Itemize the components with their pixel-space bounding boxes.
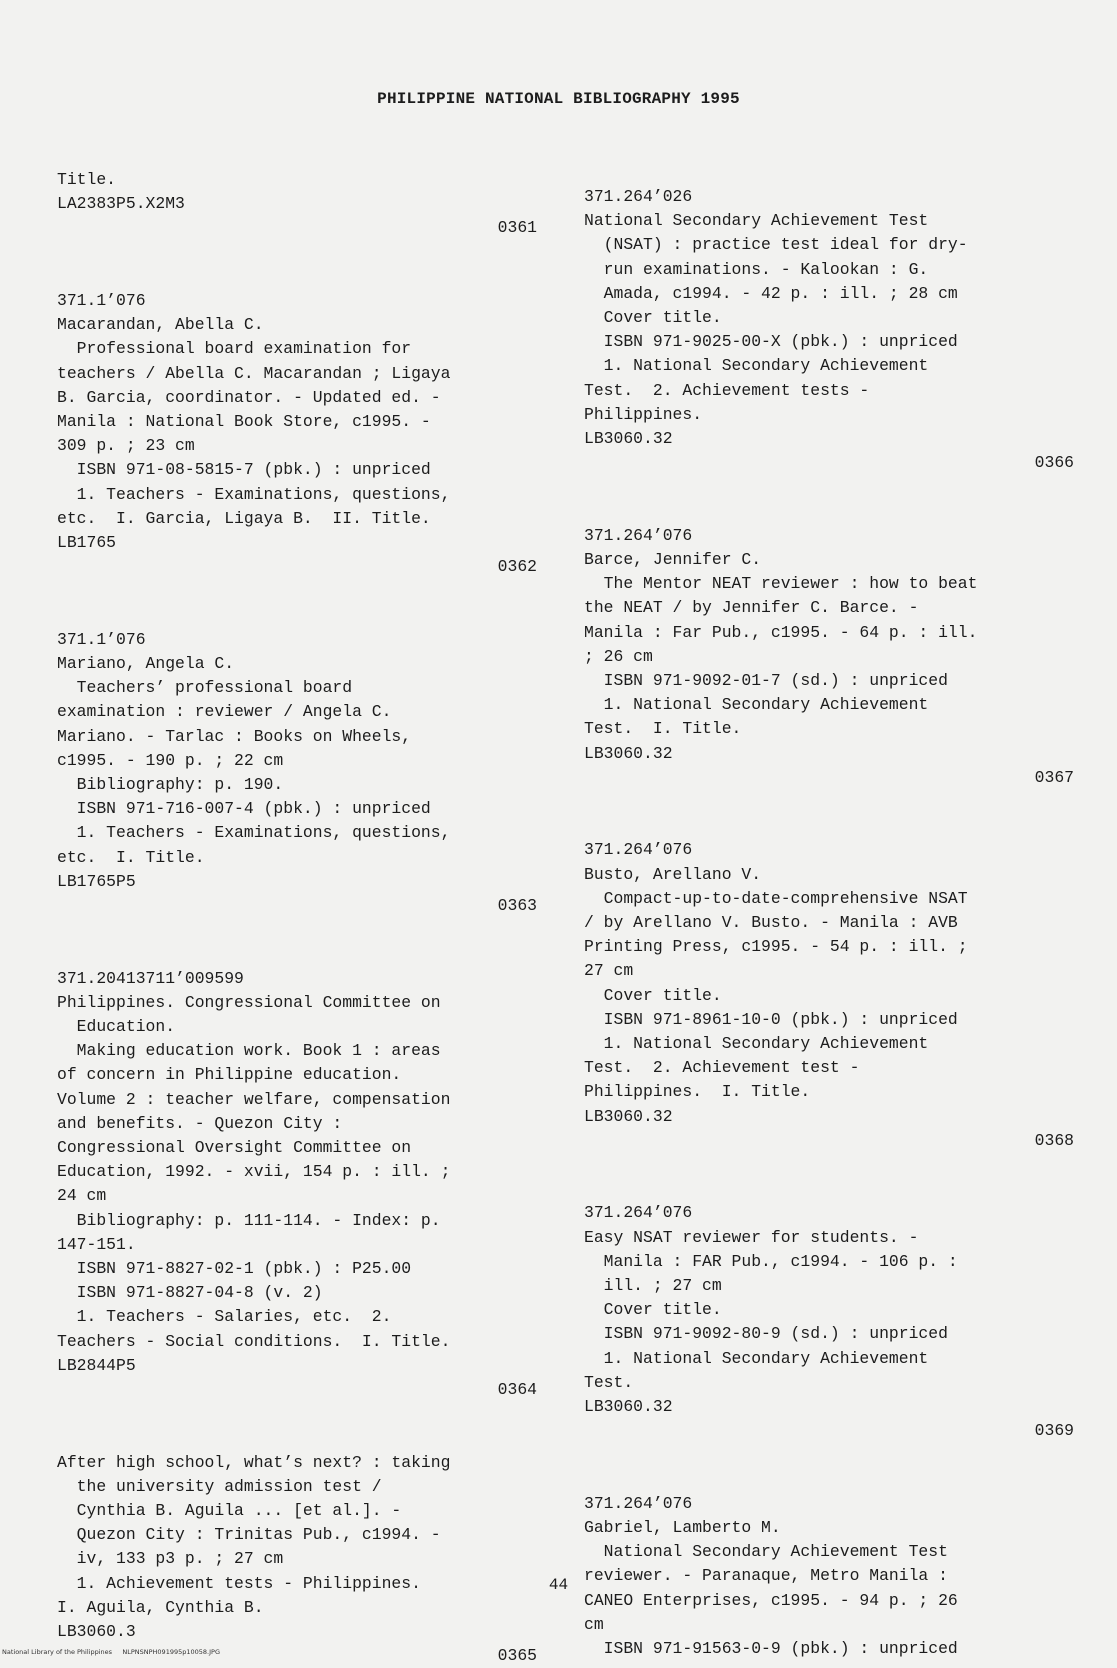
entry-spacer xyxy=(584,1153,1074,1177)
entry-line: iv, 133 p3 p. ; 27 cm xyxy=(57,1549,284,1569)
entry-line: Printing Press, c1995. - 54 p. : ill. ; xyxy=(584,937,968,957)
entry-line: 1. National Secondary Achievement xyxy=(584,1034,929,1054)
entry-line: Philippines. xyxy=(584,404,703,424)
entry-spacer xyxy=(57,1402,537,1426)
bibliography-entry xyxy=(584,185,1074,475)
bibliography-entry xyxy=(57,1451,537,1668)
entry-line: ; 26 cm xyxy=(584,646,653,666)
entry-line: 371.264’026 xyxy=(584,187,693,206)
entry-spacer xyxy=(57,579,537,603)
bibliography-entry xyxy=(57,628,537,918)
entry-line: 1. Teachers - Salaries, etc. 2. xyxy=(57,1307,392,1327)
entry-line: ISBN 971-8827-04-8 (v. 2) xyxy=(57,1283,323,1303)
entry-line: Cynthia B. Aguila ... [et al.]. - xyxy=(57,1501,402,1521)
entry-line: 371.264’076 xyxy=(584,1493,693,1513)
entry-line: CANEO Enterprises, c1995. - 94 p. ; 26 xyxy=(584,1590,958,1610)
entry-line: Macarandan, Abella C. xyxy=(57,315,264,335)
entry-line: / by Arellano V. Busto. - Manila : AVB xyxy=(584,913,958,933)
entry-line: Title. xyxy=(57,170,117,189)
entry-spacer xyxy=(584,1468,1074,1492)
entry-line: the university admission test / xyxy=(57,1476,382,1496)
entry-spacer xyxy=(584,790,1074,814)
entry-line: run examinations. - Kalookan : G. xyxy=(584,259,929,279)
entry-spacer xyxy=(57,241,537,265)
entry-line: 371.264’076 xyxy=(584,525,693,545)
entry-line: ISBN 971-9092-01-7 (sd.) : unpriced xyxy=(584,671,948,691)
entry-line: ISBN 971-716-007-4 (pbk.) : unpriced xyxy=(57,799,431,819)
entry-line: Test. xyxy=(584,1372,634,1392)
entry-line: Education. xyxy=(57,1017,176,1037)
scan-credit: National Library of the Philippines NLPNSNPH091995p10058.JPG xyxy=(2,1648,220,1656)
entry-line: ill. ; 27 cm xyxy=(584,1276,722,1296)
entry-line: After high school, what’s next? : taking xyxy=(57,1452,451,1472)
bibliography-entry xyxy=(584,838,1074,1153)
entry-line: the NEAT / by Jennifer C. Barce. - xyxy=(584,598,919,618)
entry-line: 371.20413711’009599 xyxy=(57,968,244,988)
entry-line: 371.1’076 xyxy=(57,290,146,310)
entry-line: Congressional Oversight Committee on xyxy=(57,1138,412,1158)
entry-line: Philippines. Congressional Committee on xyxy=(57,992,441,1012)
entry-line: Test. 2. Achievement test - xyxy=(584,1058,860,1078)
entry-number: 0368 xyxy=(1034,1130,1074,1150)
entry-line: ISBN 971-8961-10-0 (pbk.) : unpriced xyxy=(584,1009,958,1029)
entry-spacer xyxy=(57,265,537,289)
entry-line: 309 p. ; 23 cm xyxy=(57,436,195,456)
entry-line: 371.264’076 xyxy=(584,840,693,860)
entry-line: 1. Teachers - Examinations, questions, xyxy=(57,823,451,843)
bibliography-entry xyxy=(584,1201,1074,1443)
entry-line: c1995. - 190 p. ; 22 cm xyxy=(57,750,284,770)
entry-line: 27 cm xyxy=(584,961,634,981)
entry-line: Teachers’ professional board xyxy=(57,678,353,698)
entry-line: Gabriel, Lamberto M. xyxy=(584,1518,781,1538)
entry-line: ISBN 971-91563-0-9 (pbk.) : unpriced xyxy=(584,1639,958,1659)
entry-line: LB2844P5 xyxy=(57,1355,136,1375)
entry-number: 0366 xyxy=(1034,453,1074,473)
entry-number: 0362 xyxy=(497,557,537,577)
entry-line: teachers / Abella C. Macarandan ; Ligaya xyxy=(57,363,451,383)
entry-line: LB3060.32 xyxy=(584,1106,673,1126)
entry-line: LB1765 xyxy=(57,533,117,553)
entry-line: etc. I. Garcia, Ligaya B. II. Title. xyxy=(57,508,431,528)
entry-line: Quezon City : Trinitas Pub., c1994. - xyxy=(57,1525,441,1545)
entry-line: Philippines. I. Title. xyxy=(584,1082,811,1102)
entry-line: Test. I. Title. xyxy=(584,719,742,739)
entry-line: National Secondary Achievement Test xyxy=(584,1542,948,1562)
entry-line: ISBN 971-8827-02-1 (pbk.) : P25.00 xyxy=(57,1259,412,1279)
entry-line: Teachers - Social conditions. I. Title. xyxy=(57,1331,451,1351)
entry-line: National Secondary Achievement Test xyxy=(584,211,929,231)
entry-spacer xyxy=(584,1177,1074,1201)
entry-line: 24 cm xyxy=(57,1186,107,1206)
entry-line: cm xyxy=(584,1614,604,1634)
entry-number: 0365 xyxy=(497,1646,537,1666)
entry-line: LB3060.32 xyxy=(584,743,673,763)
left-column xyxy=(57,168,537,1668)
entry-line: Test. 2. Achievement tests - xyxy=(584,380,870,400)
entry-line: Barce, Jennifer C. xyxy=(584,550,762,570)
entry-line: Cover title. xyxy=(584,308,722,328)
page-header: PHILIPPINE NATIONAL BIBLIOGRAPHY 1995 xyxy=(377,90,740,108)
entry-line: Amada, c1994. - 42 p. : ill. ; 28 cm xyxy=(584,283,958,303)
bibliography-entry xyxy=(584,524,1074,790)
bibliography-entry xyxy=(57,168,537,241)
entry-line: Mariano, Angela C. xyxy=(57,654,235,673)
entry-spacer xyxy=(57,604,537,628)
entry-line: B. Garcia, coordinator. - Updated ed. - xyxy=(57,387,441,407)
entry-line: (NSAT) : practice test ideal for dry- xyxy=(584,235,968,255)
entry-line: and benefits. - Quezon City : xyxy=(57,1113,343,1133)
entry-number: 0361 xyxy=(497,218,537,238)
entry-spacer xyxy=(57,918,537,942)
entry-line: LA2383P5.X2M3 xyxy=(57,194,185,214)
entry-line: Volume 2 : teacher welfare, compensation xyxy=(57,1089,451,1109)
page-number: 44 xyxy=(548,1576,569,1594)
entry-number: 0363 xyxy=(497,896,537,916)
entry-spacer xyxy=(584,475,1074,499)
entry-line: Mariano. - Tarlac : Books on Wheels, xyxy=(57,726,412,746)
entry-spacer xyxy=(57,942,537,966)
right-column xyxy=(584,185,1074,1661)
entry-line: Education, 1992. - xvii, 154 p. : ill. ; xyxy=(57,1162,451,1182)
entry-line: Manila : National Book Store, c1995. - xyxy=(57,412,431,431)
entry-line: Compact-up-to-date-comprehensive NSAT xyxy=(584,888,968,908)
entry-line: Manila : Far Pub., c1995. - 64 p. : ill. xyxy=(584,622,978,642)
entry-spacer xyxy=(57,1426,537,1450)
entry-spacer xyxy=(584,1443,1074,1467)
entry-line: Busto, Arellano V. xyxy=(584,864,762,884)
entry-line: 147-151. xyxy=(57,1234,136,1254)
entry-line: 371.264’076 xyxy=(584,1203,693,1223)
entry-line: ISBN 971-9092-80-9 (sd.) : unpriced xyxy=(584,1324,948,1344)
entry-line: I. Aguila, Cynthia B. xyxy=(57,1597,264,1617)
entry-line: Professional board examination for xyxy=(57,339,412,359)
entry-number: 0367 xyxy=(1034,767,1074,787)
entry-line: LB3060.32 xyxy=(584,429,673,449)
entry-line: Bibliography: p. 190. xyxy=(57,775,284,795)
entry-spacer xyxy=(584,500,1074,524)
entry-line: 371.1’076 xyxy=(57,629,146,649)
entry-number: 0369 xyxy=(1034,1421,1074,1441)
entry-line: LB1765P5 xyxy=(57,871,136,891)
entry-line: Making education work. Book 1 : areas xyxy=(57,1041,441,1061)
entry-line: The Mentor NEAT reviewer : how to beat xyxy=(584,574,978,594)
entry-number: 0364 xyxy=(497,1380,537,1400)
entry-line: 1. Achievement tests - Philippines. xyxy=(57,1573,421,1593)
entry-line: ISBN 971-9025-00-X (pbk.) : unpriced xyxy=(584,332,958,352)
entry-line: Easy NSAT reviewer for students. - xyxy=(584,1227,919,1247)
entry-line: of concern in Philippine education. xyxy=(57,1065,402,1085)
entry-line: ISBN 971-08-5815-7 (pbk.) : unpriced xyxy=(57,460,431,480)
entry-line: etc. I. Title. xyxy=(57,847,205,867)
entry-line: LB3060.32 xyxy=(584,1397,673,1417)
entry-line: reviewer. - Paranaque, Metro Manila : xyxy=(584,1566,948,1586)
entry-spacer xyxy=(584,814,1074,838)
entry-line: 1. National Secondary Achievement xyxy=(584,695,929,715)
entry-line: examination : reviewer / Angela C. xyxy=(57,702,392,722)
entry-line: Bibliography: p. 111-114. - Index: p. xyxy=(57,1210,441,1230)
entry-line: 1. National Secondary Achievement xyxy=(584,1348,929,1368)
entry-line: 1. National Secondary Achievement xyxy=(584,356,929,376)
entry-line: LB3060.3 xyxy=(57,1622,136,1642)
entry-line: Cover title. xyxy=(584,1300,722,1320)
entry-line: 1. Teachers - Examinations, questions, xyxy=(57,484,451,504)
bibliography-entry xyxy=(57,289,537,579)
bibliography-entry xyxy=(57,967,537,1403)
entry-line: Cover title. xyxy=(584,985,722,1005)
entry-line: Manila : FAR Pub., c1994. - 106 p. : xyxy=(584,1251,958,1271)
